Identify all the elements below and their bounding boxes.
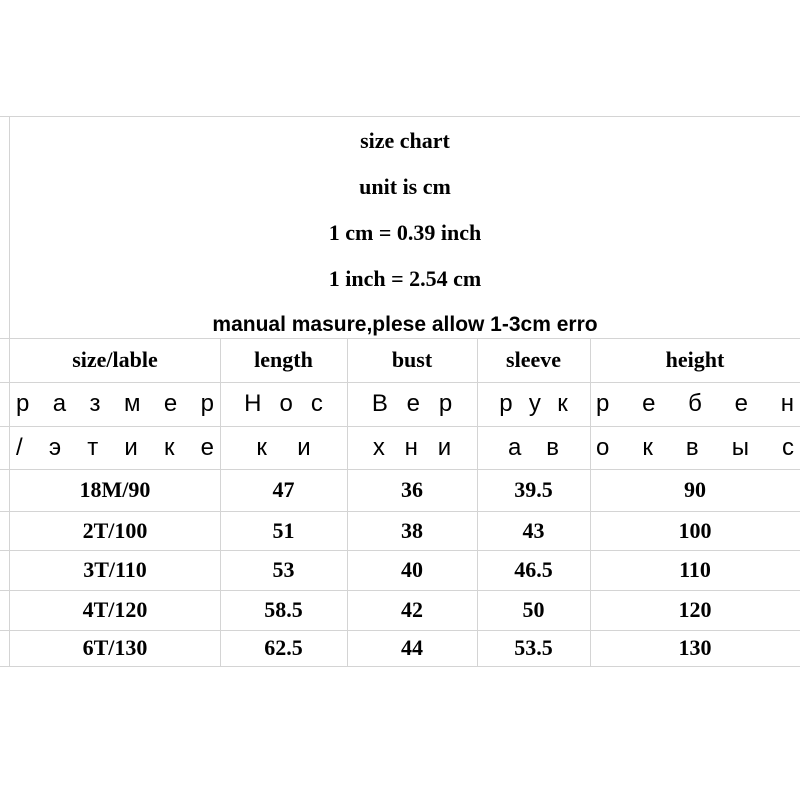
measure-cell: 130	[678, 635, 712, 660]
unit-note: unit is cm	[359, 174, 451, 199]
russian-letter: р	[200, 390, 214, 417]
russian-letter: р	[16, 390, 30, 417]
measure-cell: 47	[272, 477, 295, 502]
column-header: size/lable	[72, 347, 158, 372]
russian-letter: а	[52, 390, 67, 417]
measure-cell: 46.5	[514, 557, 553, 582]
russian-letter: /	[16, 433, 23, 461]
russian-label	[347, 382, 477, 426]
russian-letter: е	[642, 390, 656, 417]
cm-to-inch-note: 1 cm = 0.39 inch	[328, 220, 482, 245]
measure-cell: 120	[678, 597, 712, 622]
russian-letter: у	[528, 390, 541, 417]
measure-cell: 39.5	[514, 477, 553, 502]
column-header: sleeve	[506, 347, 561, 372]
russian-letter: и	[437, 433, 452, 461]
measure-cell: 53.5	[514, 635, 553, 660]
russian-letter: к	[557, 390, 568, 417]
russian-letter: ы	[731, 433, 749, 461]
russian-letter: о	[279, 390, 293, 417]
size-chart-sheet	[0, 116, 800, 666]
column-header: bust	[391, 347, 433, 372]
russian-letter: Н	[244, 390, 262, 417]
russian-letter: э	[48, 433, 62, 461]
measure-cell: 110	[679, 557, 711, 582]
russian-letter: з	[89, 390, 101, 417]
chart-title: size chart	[360, 128, 450, 153]
size-label-cell: 4T/120	[82, 597, 148, 622]
column-header: length	[254, 347, 313, 372]
russian-letter: В	[371, 390, 388, 417]
russian-letter: к	[642, 433, 653, 461]
measure-cell: 90	[684, 477, 706, 502]
russian-label	[220, 426, 347, 469]
russian-letter: о	[596, 433, 610, 461]
title-block	[10, 116, 800, 338]
grid-hline	[0, 666, 800, 667]
russian-letter: н	[780, 390, 794, 417]
russian-label	[10, 382, 220, 426]
russian-letter: х	[372, 433, 385, 461]
russian-letter: в	[546, 433, 560, 461]
russian-letter: е	[406, 390, 420, 417]
column-header: height	[665, 347, 725, 372]
measure-cell: 38	[401, 517, 423, 543]
russian-letter: е	[200, 433, 214, 461]
russian-letter: е	[163, 390, 178, 417]
russian-letter: н	[404, 433, 418, 461]
measure-cell: 51	[272, 517, 295, 543]
russian-letter: и	[124, 433, 138, 461]
russian-letter: с	[781, 433, 794, 461]
russian-letter: е	[734, 390, 748, 417]
measure-cell: 53	[272, 557, 295, 582]
measure-cell: 40	[401, 557, 423, 582]
russian-label	[590, 382, 800, 426]
tolerance-note: manual masure,plese allow 1-3cm erro	[212, 313, 598, 336]
russian-letter: р	[438, 390, 453, 417]
inch-to-cm-note: 1 inch = 2.54 cm	[328, 266, 482, 291]
russian-letter: м	[123, 390, 141, 417]
russian-letter: и	[297, 433, 311, 461]
size-label-cell: 6T/130	[82, 635, 148, 660]
russian-letter: к	[256, 433, 267, 461]
russian-letter: б	[688, 390, 702, 417]
measure-cell: 36	[401, 477, 423, 502]
measure-cell: 58.5	[264, 597, 303, 622]
size-label-cell: 18M/90	[79, 477, 151, 502]
grid-hline	[0, 116, 800, 117]
russian-letter: а	[507, 433, 522, 461]
measure-cell: 100	[678, 517, 712, 543]
russian-letter: т	[87, 433, 99, 461]
size-label-cell: 3T/110	[83, 557, 147, 582]
russian-label	[10, 426, 220, 469]
russian-label	[477, 382, 590, 426]
size-label-cell: 2T/100	[82, 517, 148, 543]
measure-cell: 50	[522, 597, 545, 622]
russian-label	[477, 426, 590, 469]
russian-letter: с	[310, 390, 323, 417]
measure-cell: 42	[401, 597, 423, 622]
measure-cell: 43	[522, 517, 545, 543]
measure-cell: 44	[401, 635, 423, 660]
russian-letter: к	[163, 433, 175, 461]
russian-letter: р	[596, 390, 610, 417]
russian-label	[590, 426, 800, 469]
russian-label	[220, 382, 347, 426]
measure-cell: 62.5	[264, 635, 303, 660]
russian-letter: в	[685, 433, 699, 461]
russian-label	[347, 426, 477, 469]
russian-letter: р	[499, 390, 513, 417]
